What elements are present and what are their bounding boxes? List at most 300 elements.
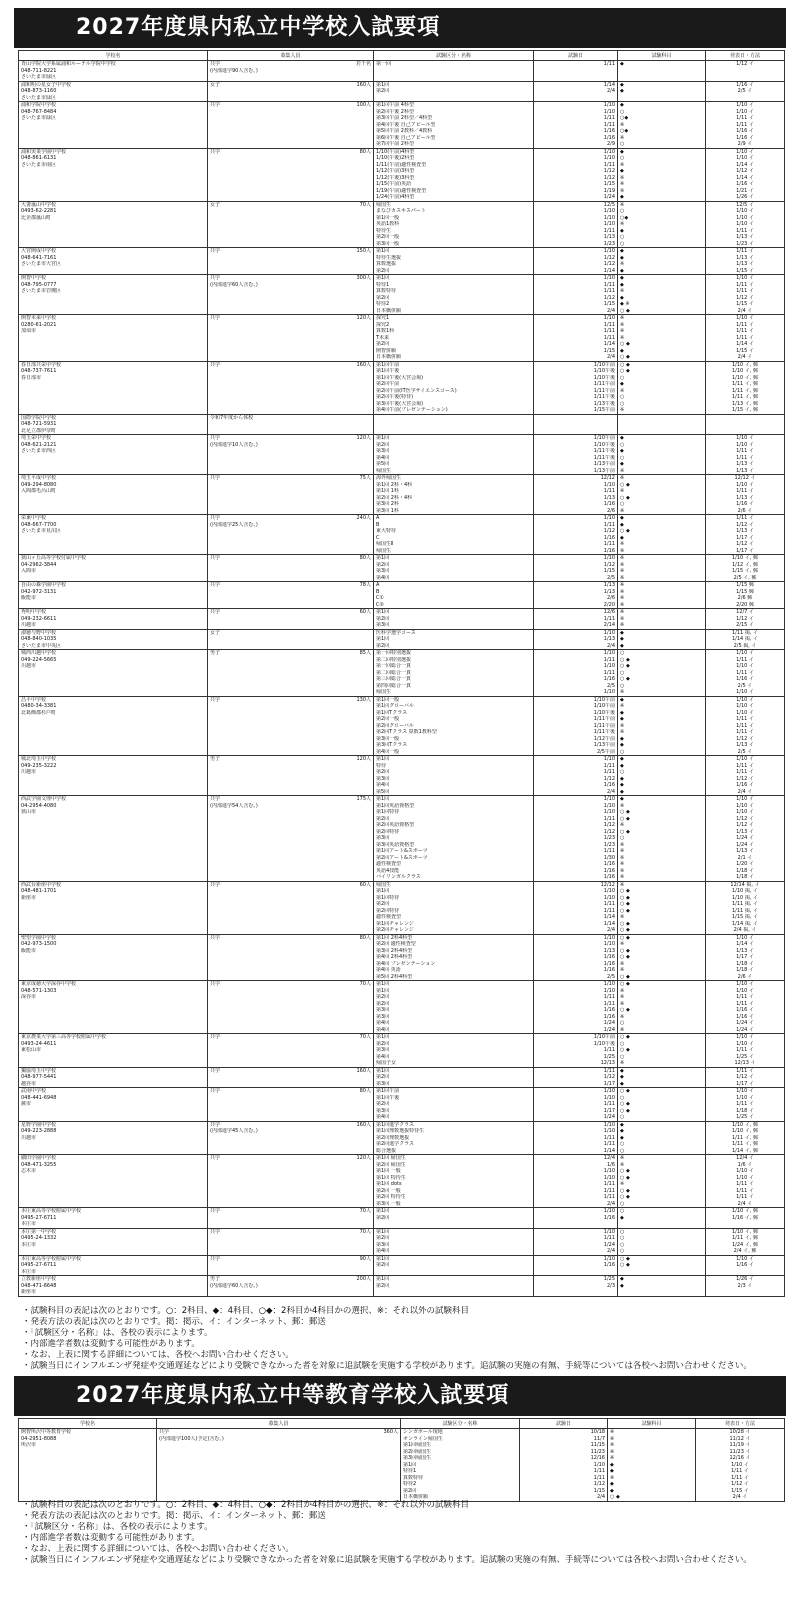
exam-subject-mark: ※ <box>620 1181 625 1187</box>
school-name: 大宮開成中学校 <box>21 248 57 254</box>
exam-subject-mark: ※ <box>620 161 625 168</box>
footnote-line: ・試験当日にインフルエンザ発症や交通遅延などにより受験できなかった者を対象に追試験を実施する学校があります。追試験の実施の有無、手続等については各校へお問い合わせください。 <box>22 1555 752 1565</box>
exam-date-cell <box>534 934 618 981</box>
announce-method: 1/11 イ <box>736 1101 754 1107</box>
capacity-cell <box>208 475 374 515</box>
exam-date: 1/15 <box>593 1487 605 1494</box>
exam-name-cell <box>374 1034 534 1068</box>
school-name: 埼玉栄中学校 <box>21 435 52 441</box>
school-location: 北足立郡伊奈町 <box>21 427 57 434</box>
exam-date: 1/16 <box>603 874 615 880</box>
capacity-count: 80人 <box>359 934 371 941</box>
school-type: 共学 <box>210 475 221 481</box>
footnote-line: ・発表方法の表記は次のとおりです。掲：掲示、イ：インターネット、郵：郵送 <box>22 1317 326 1327</box>
exam-date: 2/5午前 <box>596 748 615 755</box>
school-type: 女子 <box>210 629 221 636</box>
school-phone: 048-621-2121 <box>21 441 57 448</box>
exam-date: 1/11 <box>593 1474 605 1481</box>
announce-method: 1/13 イ <box>736 461 754 467</box>
capacity-cell <box>208 61 374 82</box>
exam-subject-mark: ※ <box>620 261 625 267</box>
capacity-cell <box>208 796 374 882</box>
exam-subject-mark: ◆ <box>620 1121 624 1128</box>
capacity-count: 78人 <box>359 582 371 588</box>
exam-subject-mark: ○ <box>620 1114 625 1120</box>
exam-date: 1/6 <box>606 1161 615 1168</box>
exam-date-cell <box>534 1208 618 1229</box>
exam-name: 1/24(午前)4科型 <box>376 194 415 200</box>
exam-subject-mark: ※ <box>620 387 625 394</box>
exam-date: 2/6 <box>606 507 615 514</box>
col-header-subjects: 試験科目 <box>608 1419 696 1429</box>
announce-method: 1/11 イ <box>736 762 754 769</box>
exam-date: 2/4 <box>606 788 615 795</box>
exam-date: 2/6 <box>606 595 615 601</box>
col-header-school: 学校名 <box>19 51 208 61</box>
exam-name-cell <box>374 475 534 515</box>
school-location: 本庄市 <box>21 1221 37 1227</box>
exam-date: 1/11 <box>603 161 615 168</box>
announce-method: 1/10 イ <box>736 155 754 161</box>
exam-name-cell <box>374 650 534 697</box>
school-phone: 048-737-7611 <box>21 368 57 374</box>
school-info-cell <box>19 1228 208 1255</box>
exam-date: 1/10 <box>603 155 615 161</box>
exam-subject-mark: ○ <box>620 650 625 656</box>
announce-method: 2/1 イ <box>737 854 753 861</box>
exam-date: 1/15 <box>603 301 615 307</box>
exam-date: 1/11 <box>603 541 615 547</box>
announce-method: 2/4 イ, 郵 <box>733 1248 757 1254</box>
exam-name: 1/10(午後)2科型 <box>376 155 415 161</box>
school-location: 春日部市 <box>21 374 42 381</box>
school-info-cell <box>19 1088 208 1122</box>
announce-method: 1/18 イ <box>736 960 754 967</box>
exam-date-cell <box>534 81 618 102</box>
exam-date: 1/14 <box>603 914 615 920</box>
exam-date: 2/4 <box>606 927 615 933</box>
school-phone: 049-235-3222 <box>21 762 57 769</box>
school-phone: 048-571-1303 <box>21 987 57 994</box>
exam-date: 1/16 <box>603 960 615 967</box>
exam-date-cell <box>534 881 618 934</box>
exam-name: 第1回 <box>376 1255 390 1262</box>
school-name: 浦和学院中学校 <box>21 102 57 108</box>
exam-subject-mark: ○ <box>620 1147 625 1154</box>
exam-date: 1/10 <box>603 689 615 695</box>
announce-method: 1/24 イ <box>736 1026 754 1033</box>
capacity-cell <box>208 881 374 934</box>
announce-method: 1/10 イ <box>736 696 754 703</box>
school-row <box>19 650 785 697</box>
exam-date: 1/10 <box>603 802 615 809</box>
capacity-cell <box>208 934 374 981</box>
exam-name: 第2回 <box>376 1101 390 1107</box>
announce-method: 1/13 イ <box>736 828 754 835</box>
exam-subjects-cell <box>618 315 706 362</box>
school-name: 淑徳与野中学校 <box>21 629 57 636</box>
announce-method: 1/11 イ <box>736 722 754 729</box>
school-name: 埼玉平成中学校 <box>21 475 57 481</box>
exam-name: 第2回 <box>376 341 390 347</box>
exam-name: 第2回 <box>376 1214 390 1221</box>
exam-name: 第3回英語資格型 <box>376 841 415 848</box>
exam-name: 第2回Tクラス 算数1教科型 <box>376 729 437 735</box>
exam-subjects-cell <box>618 61 706 82</box>
school-type: 共学 <box>210 248 221 254</box>
exam-subject-mark: ○ ◆ <box>620 954 630 960</box>
school-location: 飯能市 <box>21 947 37 954</box>
exam-subject-mark: ○ <box>620 1248 625 1254</box>
school-name: 本庄第一中学校 <box>21 1228 57 1235</box>
exam-date: 1/10 <box>603 756 615 762</box>
exam-name: 東大特待 <box>376 528 397 534</box>
exam-name: 探究2 <box>376 321 390 328</box>
announce-method: 1/11 イ <box>736 669 754 676</box>
exam-date: 1/12 <box>603 828 615 835</box>
capacity-count: 120人 <box>356 435 371 441</box>
exam-name: 第1回 2科4科型 <box>376 934 413 941</box>
exam-subject-mark: ◆ <box>620 461 624 467</box>
announce-method: 1/10 イ <box>736 102 754 108</box>
capacity-cell <box>208 1276 374 1297</box>
announce-method: 1/10 イ, 郵 <box>732 1208 758 1214</box>
school-info-cell <box>19 1208 208 1229</box>
exam-subject-mark: ○ ◆ <box>620 907 630 914</box>
announce-method: 1/10 イ <box>736 1094 754 1101</box>
capacity-cell <box>208 696 374 756</box>
internal-note: (内部進学60人含む。) <box>210 281 258 288</box>
section-title-middle-schools: 2027年度県内私立中学校入試要項 <box>14 8 786 48</box>
exam-name: 第1回一般 <box>376 696 400 703</box>
exam-date: 1/11 <box>603 848 615 854</box>
school-row <box>19 756 785 796</box>
school-type: 共学 <box>210 696 221 703</box>
school-type: 共学 <box>210 315 221 321</box>
exam-date: 1/15 <box>603 568 615 574</box>
announce-method: 2/6 イ <box>737 507 753 514</box>
school-info-cell <box>19 1034 208 1068</box>
exam-name: 第2回 <box>376 441 390 448</box>
school-location: さいたま市中央区 <box>21 642 62 649</box>
exam-name-cell <box>374 1088 534 1122</box>
exam-subjects-cell <box>618 1121 706 1155</box>
exam-date: 1/16 <box>603 861 615 867</box>
exam-date-cell <box>534 248 618 275</box>
exam-subjects-cell <box>618 650 706 697</box>
exam-date: 1/10午前 <box>593 1034 615 1040</box>
capacity-cell <box>208 1228 374 1255</box>
exam-subject-mark: ○ <box>620 501 625 507</box>
exam-date: 1/13 <box>603 588 615 595</box>
exam-subjects-cell <box>618 475 706 515</box>
school-info-cell <box>19 435 208 475</box>
announce-method: 1/10 イ <box>736 1168 754 1174</box>
exam-name: 第1回グローバル <box>376 703 414 709</box>
school-name: 武南中学校 <box>21 1088 47 1094</box>
exam-date: 1/14 <box>603 81 615 88</box>
exam-date: 1/16 <box>603 501 615 507</box>
announce-method: 1/11 イ, 郵 <box>732 387 758 394</box>
exam-subject-mark: ※ <box>620 1155 625 1161</box>
announce-method: 1/16 イ <box>736 134 754 141</box>
announce-method: 1/11 イ <box>731 1474 749 1481</box>
exam-name: 特待2 <box>403 1481 417 1487</box>
capacity-cell <box>208 629 374 650</box>
exam-subject-mark: ○ <box>620 835 625 841</box>
announce-method: 1/10 イ, 郵 <box>732 555 758 561</box>
exam-date: 1/16 <box>603 547 615 554</box>
exam-date-cell <box>534 102 618 149</box>
school-name: 東京成徳大学深谷中学校 <box>21 981 77 987</box>
exam-name-cell <box>374 248 534 275</box>
exam-subject-mark: ※ <box>620 854 625 861</box>
exam-date: 1/10 <box>603 1121 615 1128</box>
exam-date: 1/11 <box>603 227 615 234</box>
col-header-announce: 発表日・方法 <box>696 1419 785 1429</box>
announce-cell <box>706 1067 785 1088</box>
exam-subject-mark: ◆ <box>620 227 624 234</box>
announce-method: 1/17 イ <box>736 534 754 541</box>
exam-subject-mark: ○ <box>620 108 625 115</box>
exam-date: 2/4 <box>606 642 615 649</box>
announce-cell <box>706 61 785 82</box>
exam-name: B <box>376 521 380 528</box>
exam-name: 第2回特待 <box>376 828 400 835</box>
school-name: 開智所沢中等教育学校 <box>21 1429 72 1435</box>
exam-name: 第2回グローバル <box>376 722 414 729</box>
exam-name: 第1回進学クラス <box>376 1121 415 1128</box>
school-row <box>19 102 785 149</box>
school-location: 入間市 <box>21 568 37 574</box>
exam-name: 第1回 <box>376 796 390 802</box>
exam-date: 1/11 <box>603 762 615 769</box>
exam-name: 第2回 2科・4科 <box>376 494 413 501</box>
announce-method: 1/14 イ, 郵 <box>732 1147 758 1154</box>
school-type: 共学 <box>210 275 221 281</box>
announce-method: 1/12 イ <box>736 615 754 622</box>
announce-method: 2/4 イ <box>732 1494 748 1500</box>
school-name: 本庄東高等学校附属中学校 <box>21 1255 82 1262</box>
announce-cell <box>706 1208 785 1229</box>
announce-cell <box>706 361 785 414</box>
exam-subject-mark: ○ ◆ <box>620 1101 630 1107</box>
internal-note: (内部進学45人含む。) <box>210 1128 258 1134</box>
exam-name-cell <box>374 756 534 796</box>
school-info-cell <box>19 796 208 882</box>
exam-date: 12/4 <box>603 1155 615 1161</box>
announce-cell <box>706 414 785 435</box>
col-header-exam-name: 試験区分・名称 <box>401 1419 520 1429</box>
school-name: 西武学園文理中学校 <box>21 796 67 802</box>
capacity-count: 80人 <box>359 148 371 155</box>
announce-method: 1/10 イ <box>736 1174 754 1181</box>
announce-method: 2/5 掲, イ <box>733 642 757 649</box>
exam-subject-mark: ◆ <box>620 381 624 387</box>
exam-date: 1/24 <box>603 1020 615 1026</box>
announce-cell <box>706 315 785 362</box>
exam-date: 1/16 <box>603 676 615 682</box>
exam-name: 1/11(午前)適性検査型 <box>376 161 427 168</box>
internal-note: (内部進学90人含む。) <box>210 67 258 74</box>
exam-name: 第3回午後(大宮会場) <box>376 400 424 407</box>
exam-name: C <box>376 534 380 541</box>
exam-name: 総合選抜 <box>376 1147 397 1154</box>
exam-subject-mark: ◆ <box>610 1468 614 1474</box>
exam-name: 第一回特別選抜 <box>376 650 412 656</box>
exam-subject-mark: ※ <box>620 555 625 561</box>
announce-method: 1/10 イ <box>736 689 754 695</box>
exam-subject-mark: ○ ◆ <box>620 676 630 682</box>
announce-method: 1/14 掲, イ <box>732 636 758 642</box>
announce-method: 1/25 イ <box>736 1114 754 1120</box>
exam-date: 1/12 <box>603 528 615 534</box>
exam-subject-mark: ○◆ <box>620 115 629 121</box>
school-phone: 04-2954-4080 <box>21 802 57 809</box>
announce-method: 2/15 イ <box>736 622 754 628</box>
school-row <box>19 148 785 201</box>
announce-method: 1/18 イ <box>736 967 754 973</box>
exam-subject-mark: ※ <box>620 595 625 601</box>
exam-date: 1/11 <box>603 334 615 341</box>
exam-subject-mark: ※ <box>620 321 625 328</box>
school-type: 共学 <box>210 515 221 521</box>
exam-subject-mark: ○ ◆ <box>620 1168 630 1174</box>
school-phone: 048-767-8484 <box>21 108 57 115</box>
exam-date: 1/11 <box>603 321 615 328</box>
announce-method: 1/11 イ <box>736 1194 754 1200</box>
capacity-cell <box>208 609 374 630</box>
col-header-capacity: 募集人員 <box>208 51 374 61</box>
announce-method: 1/11 イ <box>731 1468 749 1474</box>
exam-date: 1/13 <box>603 234 615 240</box>
school-row <box>19 81 785 102</box>
exam-date: 2/4 <box>606 354 615 360</box>
exam-date: 1/10午前 <box>593 696 615 703</box>
exam-date: 1/12 <box>603 254 615 261</box>
capacity-cell <box>208 248 374 275</box>
school-type: 男子 <box>210 756 221 762</box>
exam-subjects-cell <box>618 934 706 981</box>
exam-name: 第2回チャレンジ <box>376 927 414 933</box>
exam-subjects-cell <box>618 1088 706 1122</box>
school-type: 男子 <box>210 1276 221 1282</box>
exam-date: 1/16 <box>603 1214 615 1221</box>
exam-name: 第3回Tクラス <box>376 742 408 748</box>
announce-method: 1/16 イ, 郵 <box>732 1214 758 1221</box>
exam-name: 算数選抜 <box>376 261 397 267</box>
announce-method: 1/11 イ <box>736 1181 754 1187</box>
exam-date: 1/10 <box>603 650 615 656</box>
internal-note: (内部進学60人含む。) <box>210 1282 258 1289</box>
col-header-capacity: 募集人員 <box>157 1419 401 1429</box>
exam-date: 1/11午前 <box>593 722 615 729</box>
exam-date: 1/16 <box>603 1013 615 1020</box>
announce-method: 1/10 イ <box>736 1034 754 1040</box>
exam-date: 1/12 <box>603 261 615 267</box>
exam-name: シンガポール現地 <box>403 1429 443 1435</box>
school-type: 共学 <box>210 1088 221 1094</box>
exam-date: 1/12 <box>603 1074 615 1080</box>
exam-name: 帰国生 <box>376 689 392 695</box>
exam-subject-mark: ※ <box>620 582 625 588</box>
exam-date: 1/14 <box>603 341 615 347</box>
exam-date: 1/24 <box>603 1026 615 1033</box>
school-phone: 048-641-7161 <box>21 254 57 261</box>
exam-name-cell <box>374 1155 534 1208</box>
announce-method: 1/13 イ <box>736 467 754 474</box>
exam-subject-mark: ※ <box>620 615 625 622</box>
exam-name: 第1回 2科・4科 <box>376 481 413 488</box>
exam-subject-mark: ◆ <box>620 435 624 441</box>
exam-subject-mark: ※ <box>620 861 625 867</box>
exam-date: 1/11 <box>603 61 615 67</box>
announce-method: 2/4 イ <box>737 354 753 360</box>
announce-method: 1/11 イ, 郵 <box>732 1141 758 1147</box>
exam-date: 1/11 <box>603 1194 615 1200</box>
exam-name: 第6回午後 自己アピール型 <box>376 134 436 141</box>
school-name: 城北埼玉中学校 <box>21 756 57 762</box>
exam-date: 1/12 <box>603 822 615 828</box>
exam-date: 1/11 <box>603 1067 615 1074</box>
school-phone: 04-2962-3844 <box>21 561 57 568</box>
exam-name: 第1回 dots <box>376 1181 402 1187</box>
announce-method: 2/6 イ <box>737 973 753 980</box>
exam-subject-mark: ※ <box>620 1000 625 1007</box>
exam-subject-mark: ○ ◆ <box>620 354 630 360</box>
school-phone: 0280-61-2021 <box>21 321 57 328</box>
exam-subject-mark: ※ <box>620 960 625 967</box>
exam-name: 第7回午前 2科型 <box>376 141 414 147</box>
exam-date: 1/11 <box>603 769 615 775</box>
exam-name-cell <box>374 102 534 149</box>
exam-name: 第1回 一般 <box>376 1168 401 1174</box>
school-info-cell <box>19 102 208 149</box>
exam-date: 1/16 <box>603 1262 615 1268</box>
exam-subject-mark: ※ <box>620 475 625 481</box>
exam-subject-mark: ◆ <box>620 61 624 67</box>
school-info-cell <box>19 201 208 248</box>
announce-cell <box>706 148 785 201</box>
col-header-announce: 発表日・方法 <box>706 51 785 61</box>
exam-name: 第2回 <box>376 561 390 568</box>
exam-date: 1/10 <box>603 894 615 901</box>
capacity-count: 80人 <box>359 555 371 561</box>
exam-name: 第2回 <box>376 1262 390 1268</box>
exam-subject-mark: ○ ◆ <box>620 528 630 534</box>
school-name: 細田学園中学校 <box>21 1155 57 1161</box>
exam-name: 第1回午前 <box>376 361 400 368</box>
school-row <box>19 609 785 630</box>
exam-date: 1/10 <box>603 221 615 227</box>
exam-date: 2/4 <box>606 88 615 94</box>
capacity-cell <box>208 435 374 475</box>
school-row <box>19 1228 785 1255</box>
capacity-cell <box>208 555 374 582</box>
school-row <box>19 201 785 248</box>
announce-method: 12/5 イ <box>736 201 754 208</box>
exam-date: 1/16 <box>603 967 615 973</box>
exam-name: 第2回 帰国生 <box>376 1161 406 1168</box>
announce-method: 1/17 イ <box>736 954 754 960</box>
exam-subject-mark: ◆ <box>620 636 624 642</box>
announce-cell <box>706 796 785 882</box>
exam-name: 英語1教科 <box>376 221 400 227</box>
exam-subject-mark: ※ <box>620 874 625 880</box>
exam-date: 1/11午後 <box>593 394 615 400</box>
exam-name: 適性検査型 <box>376 861 402 867</box>
exam-subject-mark: ※ <box>620 181 625 187</box>
